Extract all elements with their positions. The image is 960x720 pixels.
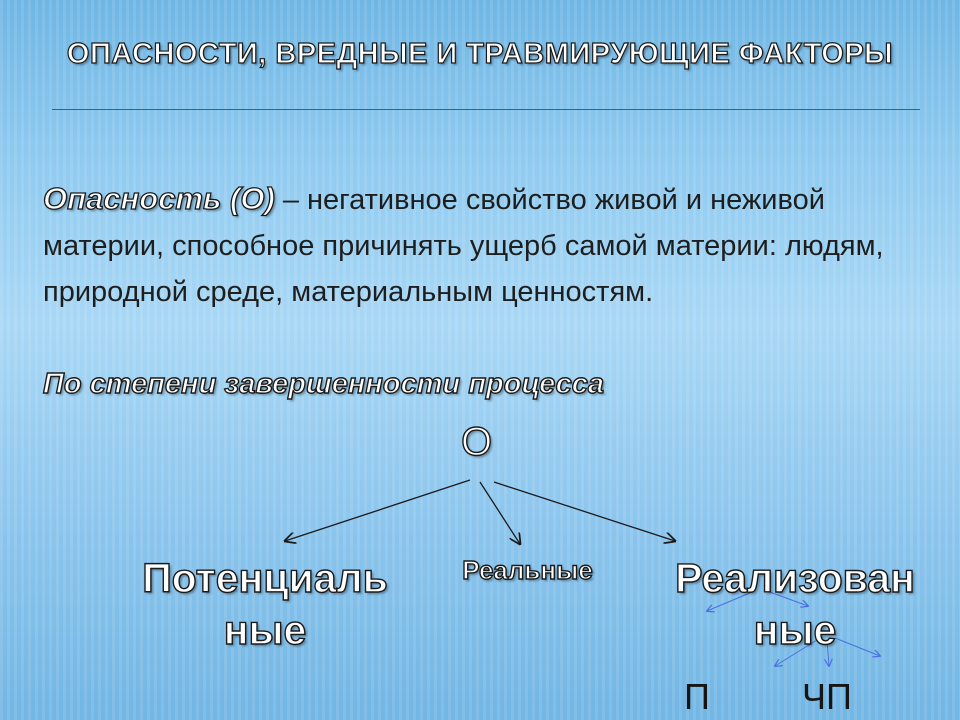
diagram-node-chp: ЧП bbox=[802, 676, 852, 717]
potential-label-line1: Потенциаль bbox=[142, 555, 388, 601]
arrow-to-realized bbox=[494, 482, 675, 541]
realized-label-line1: Реализован bbox=[675, 555, 915, 601]
diagram-node-realized bbox=[665, 552, 925, 656]
diagram-root-node: О bbox=[461, 420, 493, 464]
arrow-to-potential bbox=[285, 480, 470, 541]
slide-title: ОПАСНОСТИ, ВРЕДНЫЕ И ТРАВМИРУЮЩИЕ ФАКТОРЫ bbox=[66, 38, 894, 70]
realized-label-line2: ные bbox=[753, 607, 837, 653]
potential-label-line2: ные bbox=[223, 607, 307, 653]
definition-text: – негативное свойство живой и неживой материи, способное причинять ущерб самой материи: людям, природной среде, материальным ценностям. bbox=[43, 184, 884, 308]
diagram-node-p: П bbox=[684, 676, 710, 717]
definition-term: Опасность (О) bbox=[43, 181, 275, 216]
diagram-node-real: Реальные bbox=[462, 555, 593, 585]
arrow-to-real bbox=[480, 482, 520, 544]
diagram-node-potential bbox=[140, 552, 390, 656]
classification-subheading: По степени завершенности процесса bbox=[43, 368, 604, 400]
